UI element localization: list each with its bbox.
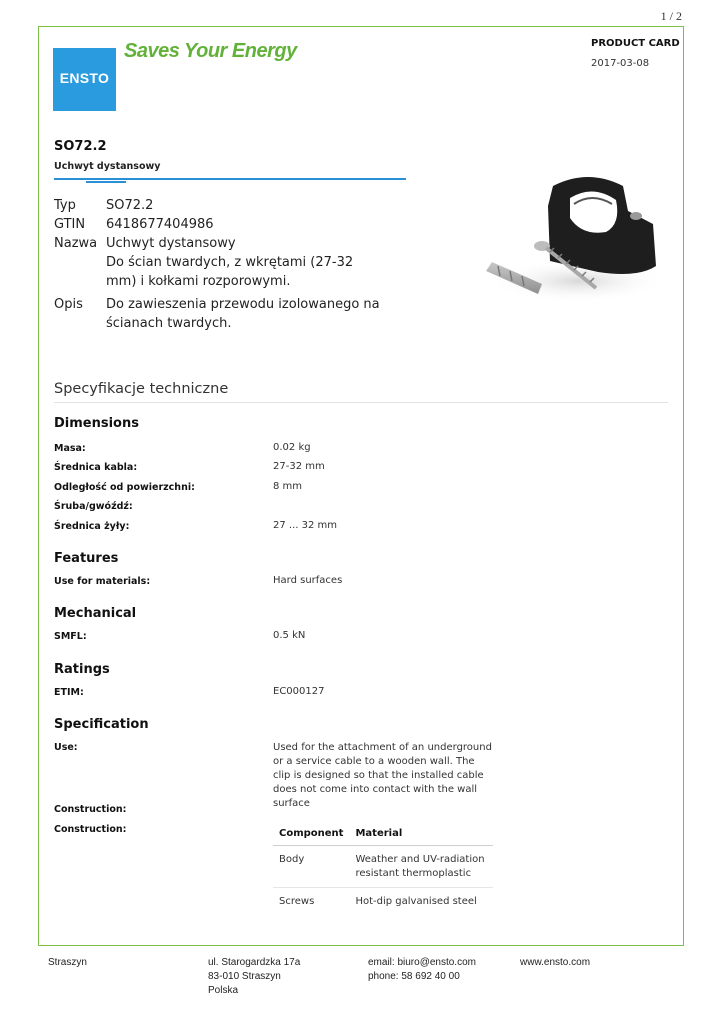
spec-divider bbox=[54, 402, 668, 403]
masa-label: Masa: bbox=[54, 443, 86, 454]
table-row bbox=[273, 888, 493, 916]
spec-title: Specyfikacje techniczne bbox=[54, 381, 229, 397]
product-code: SO72.2 bbox=[54, 139, 107, 154]
card-date: 2017-03-08 bbox=[591, 58, 650, 69]
masa-value: 0.02 kg bbox=[273, 442, 311, 453]
address-line3: Polska bbox=[208, 985, 239, 996]
product-subtitle: Uchwyt dystansowy bbox=[54, 161, 161, 172]
section-dimensions: Dimensions bbox=[54, 416, 139, 431]
nazwa-value: Uchwyt dystansowy bbox=[106, 236, 236, 251]
gtin-label: GTIN bbox=[54, 217, 86, 232]
title-underline-accent bbox=[86, 181, 126, 183]
zyly-label: Średnica żyły: bbox=[54, 521, 130, 532]
material-cell: Weather and UV-radiation resistant thermoplastic bbox=[349, 846, 493, 888]
nazwa-description: Do ścian twardych, z wkrętami (27-32 mm) i kołkami rozporowymi. bbox=[106, 255, 354, 289]
construction-label-1: Construction: bbox=[54, 804, 127, 815]
footer-email[interactable]: email: biuro@ensto.com bbox=[368, 957, 476, 968]
srednica-value: 27-32 mm bbox=[273, 461, 325, 472]
footer-contact bbox=[368, 956, 476, 984]
component-cell: Body bbox=[273, 846, 349, 888]
srednica-label: Średnica kabla: bbox=[54, 462, 138, 473]
ensto-logo bbox=[53, 48, 116, 111]
product-image bbox=[478, 166, 668, 306]
smfl-value: 0.5 kN bbox=[273, 630, 306, 641]
footer-city: Straszyn bbox=[48, 957, 87, 968]
brand-tagline: Saves Your Energy bbox=[124, 40, 297, 62]
etim-value: EC000127 bbox=[273, 686, 325, 697]
section-features: Features bbox=[54, 551, 119, 566]
address-line2: 83-010 Straszyn bbox=[208, 971, 281, 982]
opis-value: Do zawieszenia przewodu izolowanego na ścianach twardych. bbox=[106, 297, 380, 331]
page-number: 1 / 2 bbox=[660, 9, 682, 23]
product-info bbox=[54, 196, 386, 333]
use-label: Use: bbox=[54, 742, 78, 753]
construction-label-2: Construction: bbox=[54, 824, 127, 835]
section-mechanical: Mechanical bbox=[54, 606, 137, 621]
etim-label: ETIM: bbox=[54, 687, 84, 698]
footer-address bbox=[208, 956, 300, 998]
component-cell: Screws bbox=[279, 896, 315, 907]
zyly-value: 27 ... 32 mm bbox=[273, 520, 338, 531]
col-material: Material bbox=[349, 821, 493, 846]
odleglosc-value: 8 mm bbox=[273, 481, 303, 492]
col-component: Component bbox=[273, 821, 349, 846]
component-table bbox=[273, 821, 493, 915]
typ-label: Typ bbox=[54, 198, 76, 213]
footer-website[interactable]: www.ensto.com bbox=[520, 957, 591, 968]
logo-text: ENSTO bbox=[59, 70, 110, 86]
section-ratings: Ratings bbox=[54, 662, 110, 677]
opis-label: Opis bbox=[54, 297, 83, 312]
product-card-label: PRODUCT CARD bbox=[591, 38, 680, 49]
footer-phone: phone: 58 692 40 00 bbox=[368, 971, 460, 982]
section-specification: Specification bbox=[54, 717, 149, 732]
materials-value: Hard surfaces bbox=[273, 575, 343, 586]
typ-value: SO72.2 bbox=[106, 198, 154, 213]
use-value: Used for the attachment of an underground or a service cable to a wooden wall. The clip is designed so that the installed cable does not come into contact with the wall surface bbox=[273, 742, 492, 809]
address-line1: ul. Starogardzka 17a bbox=[208, 957, 301, 968]
material-cell: Hot-dip galvanised steel bbox=[355, 896, 477, 907]
odleglosc-label: Odległość od powierzchni: bbox=[54, 482, 195, 493]
table-row bbox=[273, 846, 493, 888]
smfl-label: SMFL: bbox=[54, 631, 87, 642]
sruba-label: Śruba/gwóźdź: bbox=[54, 501, 133, 512]
materials-label: Use for materials: bbox=[54, 576, 151, 587]
title-underline bbox=[54, 178, 406, 180]
gtin-value: 6418677404986 bbox=[106, 217, 214, 232]
nazwa-label: Nazwa bbox=[54, 236, 98, 251]
